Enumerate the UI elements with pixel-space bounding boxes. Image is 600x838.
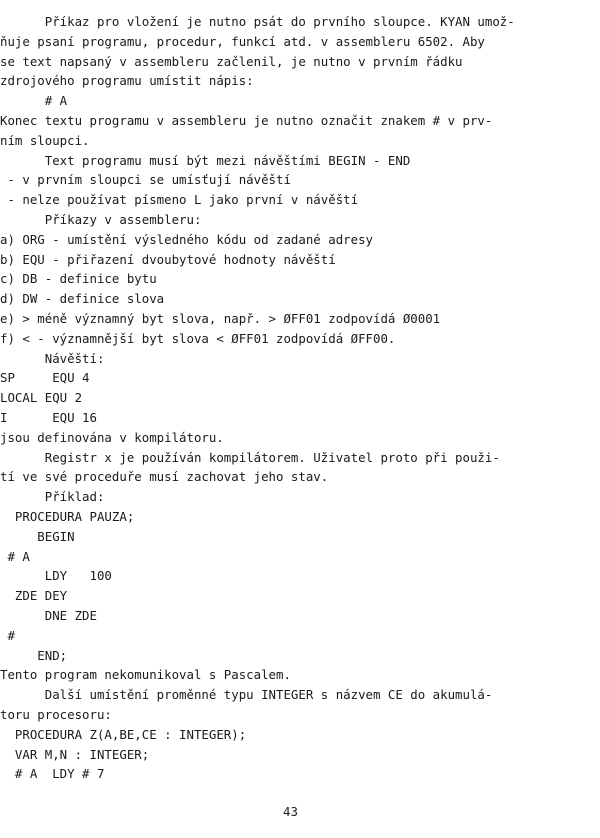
text-line: - nelze používat písmeno L jako první v návěští: [0, 192, 359, 207]
text-line: Další umístění proměnné typu INTEGER s názvem CE do akumulá-: [0, 687, 493, 702]
text-line: # A: [0, 93, 68, 108]
text-line: Návěští:: [0, 351, 105, 366]
code-line: BEGIN: [0, 529, 75, 544]
code-line: PROCEDURA Z(A,BE,CE : INTEGER);: [0, 727, 247, 742]
text-line: Text programu musí být mezi návěštími BEGIN - END: [0, 153, 411, 168]
code-line: ZDE DEY: [0, 588, 68, 603]
text-line: jsou definována v kompilátoru.: [0, 430, 224, 445]
text-line: zdrojového programu umístit nápis:: [0, 73, 254, 88]
text-line: toru procesoru:: [0, 707, 112, 722]
text-line: tí ve své proceduře musí zachovat jeho stav.: [0, 469, 329, 484]
text-line: Příkazy v assembleru:: [0, 212, 202, 227]
text-line: ním sloupci.: [0, 133, 90, 148]
text-line: c) DB - definice bytu: [0, 271, 157, 286]
text-line: LOCAL EQU 2: [0, 390, 83, 405]
text-line: ňuje psaní programu, procedur, funkcí atd. v assembleru 6502. Aby: [0, 34, 485, 49]
code-line: # A LDY # 7: [0, 766, 105, 781]
text-line: a) ORG - umístění výsledného kódu od zadané adresy: [0, 232, 373, 247]
code-line: END;: [0, 648, 68, 663]
code-line: # A: [0, 549, 30, 564]
text-line: - v prvním sloupci se umísťují návěští: [0, 172, 291, 187]
code-line: LDY 100: [0, 568, 112, 583]
text-line: e) > méně významný byt slova, např. > ØFF01 zodpovídá Ø0001: [0, 311, 441, 326]
text-line: Příklad:: [0, 489, 105, 504]
text-line: d) DW - definice slova: [0, 291, 165, 306]
code-line: VAR M,N : INTEGER;: [0, 747, 150, 762]
text-line: b) EQU - přiřazení dvoubytové hodnoty návěští: [0, 252, 336, 267]
text-line: f) < - významnější byt slova < ØFF01 zodpovídá ØFF00.: [0, 331, 396, 346]
text-line: I EQU 16: [0, 410, 97, 425]
text-line: SP EQU 4: [0, 370, 90, 385]
code-line: PROCEDURA PAUZA;: [0, 509, 135, 524]
code-line: #: [0, 628, 15, 643]
page-number: 43: [283, 804, 298, 819]
text-line: se text napsaný v assembleru začlenil, je nutno v prvním řádku: [0, 54, 463, 69]
text-line: Příkaz pro vložení je nutno psát do prvního sloupce. KYAN umož-: [0, 14, 515, 29]
text-line: Registr x je používán kompilátorem. Uživatel proto při použi-: [0, 450, 500, 465]
text-line: Konec textu programu v assembleru je nutno označit znakem # v prv-: [0, 113, 493, 128]
text-line: Tento program nekomunikoval s Pascalem.: [0, 667, 291, 682]
code-line: DNE ZDE: [0, 608, 97, 623]
